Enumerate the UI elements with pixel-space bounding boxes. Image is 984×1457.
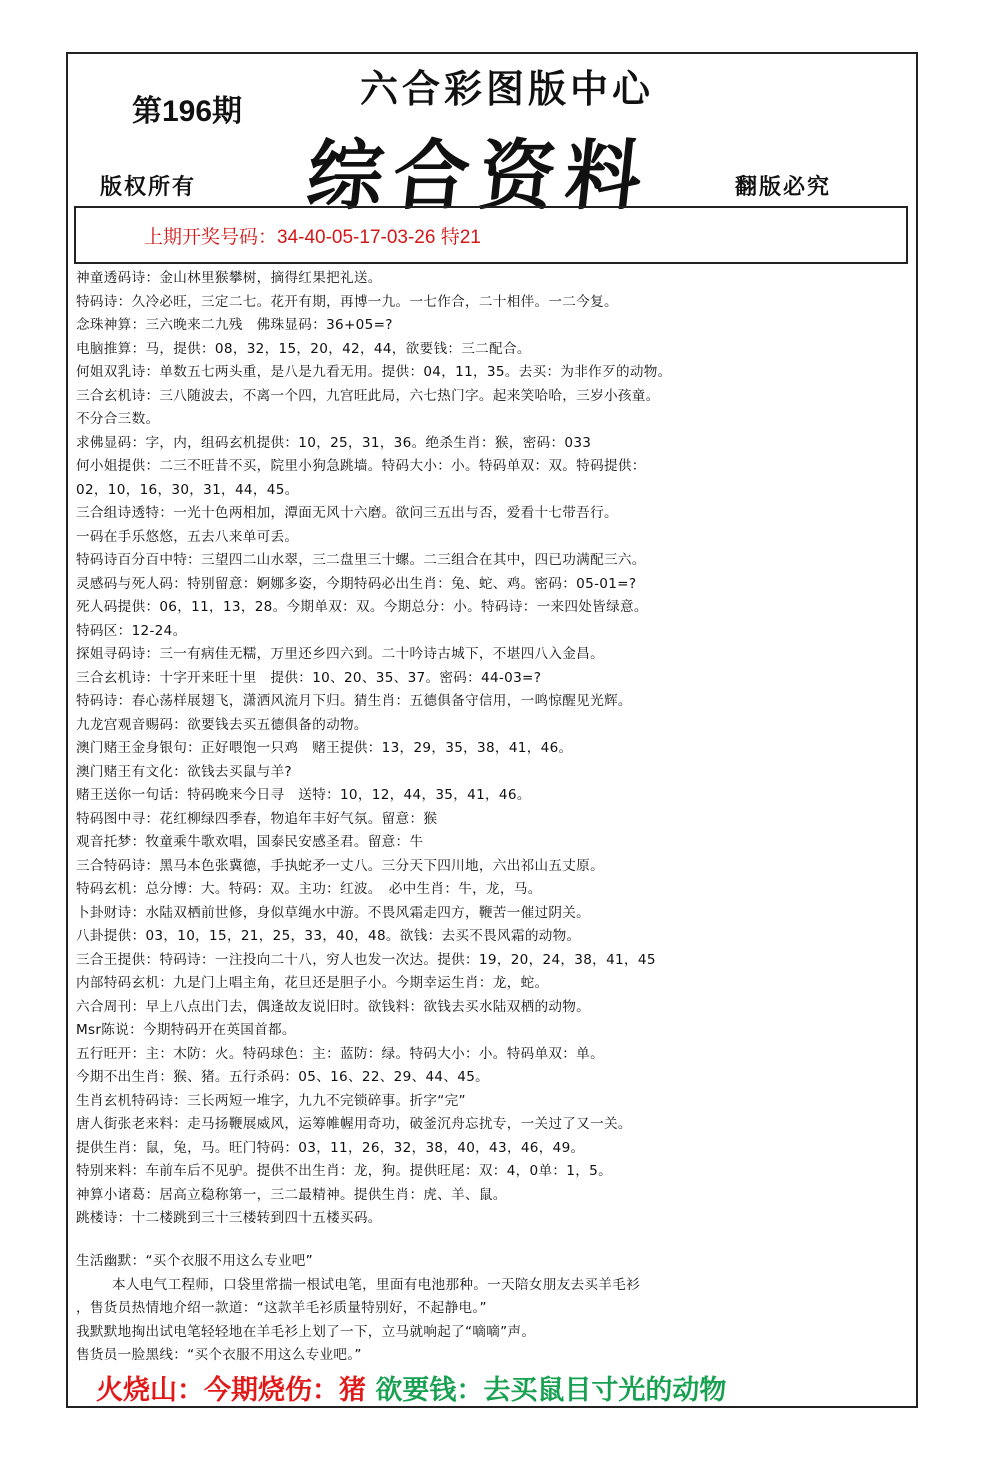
last-draw-box	[74, 206, 908, 264]
text-line: 卜卦财诗：水陆双栖前世修，身似草绳水中游。不畏风霜走四方，鞭苦一催过阴关。	[76, 904, 591, 921]
text-line: 念珠神算：三六晚来二九残 佛珠显码：36+05=?	[76, 317, 393, 333]
text-line: 02，10，16，30，31，44，45。	[76, 481, 299, 498]
text-line: 六合周刊：早上八点出门去，偶逢故友说旧时。欲钱料：欲钱去买水陆双栖的动物。	[76, 998, 591, 1015]
text-line: 神童透码诗：金山林里猴攀树，摘得红果把礼送。	[76, 270, 382, 286]
text-line: 生肖玄机特码诗：三长两短一堆字，九九不完锁碎事。折字“完”	[76, 1092, 466, 1109]
text-line: 三合玄机诗：三八随波去，不离一个四，九宫旺此局，六七热门字。起来笑哈哈，三岁小孩童。	[76, 387, 660, 404]
story-line: 售货员一脸黑线：“买个衣服不用这么专业吧。”	[76, 1347, 362, 1363]
text-line: 观音托梦：牧童乘牛歌欢唱，国泰民安感圣君。留意：牛	[76, 834, 424, 850]
text-line: 求佛显码：字，内，组码玄机提供：10，25，31，36。绝杀生肖：猴，密码：033	[76, 434, 592, 451]
text-line: 电脑推算：马，提供：08，32，15，20，42，44，欲要钱：三二配合。	[76, 340, 531, 357]
text-line: 死人码提供：06，11，13，28。今期单双：双。今期总分：小。特码诗：一来四处皆绿意。	[76, 599, 648, 615]
text-line: 跳楼诗：十二楼跳到三十三楼转到四十五楼买码。	[76, 1210, 382, 1226]
issue-number: 第196期	[132, 95, 243, 128]
text-line: 何小姐提供：二三不旺昔不买，院里小狗急跳墙。特码大小：小。特码单双：双。特码提供：	[76, 458, 646, 474]
text-line: 不分合三数。	[76, 411, 160, 427]
text-line: Msr陈说：今期特码开在英国首都。	[76, 1022, 296, 1038]
content-lines	[76, 267, 910, 1231]
text-line: 三合王提供：特码诗：一注投向二十八，穷人也发一次达。提供：19，20，24，38，41，45	[76, 951, 656, 968]
text-line: 一码在手乐悠悠，五去八来单可丢。	[76, 528, 299, 545]
text-line: 特码诗：春心荡样展翅飞，潇洒风流月下归。猜生肖：五德俱备守信用，一鸣惊醒见光辉。	[76, 693, 632, 709]
humor-story	[76, 1250, 910, 1368]
story-line: 本人电气工程师，口袋里常揣一根试电笔，里面有电池那种。一天陪女朋友去买羊毛衫	[112, 1276, 640, 1293]
text-line: 三合特码诗：黑马本色张冀德，手执蛇矛一丈八。三分天下四川地，六出祁山五丈原。	[76, 857, 604, 874]
story-line: ，售货员热情地介绍一款道：“这款羊毛衫质量特别好，不起静电。”	[76, 1300, 487, 1316]
text-line: 提供生肖：鼠，兔，马。旺门特码：03，11，26，32，38，40，43，46，49。	[76, 1139, 585, 1156]
text-line: 特码玄机：总分博：大。特码：双。主功：红波。 必中生肖：牛，龙，马。	[76, 881, 542, 897]
text-line: 内部特码玄机：九是门上唱主角，花旦还是胆子小。今期幸运生肖：龙，蛇。	[76, 975, 549, 991]
story-line: 我默默地掏出试电笔轻轻地在羊毛衫上划了一下，立马就响起了“嘀嘀”声。	[76, 1323, 536, 1340]
text-line: 三合玄机诗：十字开来旺十里 提供：10、20、35、37。密码：44-03=?	[76, 669, 542, 686]
story-heading: 生活幽默：“买个衣服不用这么专业吧”	[76, 1253, 313, 1269]
center-title: 六合彩图版中心	[360, 67, 655, 111]
footer-hint-red: 火烧山：今期烧伤：猪	[96, 1375, 366, 1406]
text-line: 今期不出生肖：猴、猪。五行杀码：05、16、22、29、44、45。	[76, 1069, 490, 1085]
footer-hint-green: 欲要钱：去买鼠目寸光的动物	[375, 1375, 727, 1406]
text-line: 唐人街张老来料：走马扬鞭展威风，运筹帷幄用奇功，破釜沉舟忘扰专，一关过了又一关。	[76, 1116, 632, 1132]
last-draw-numbers: 上期开奖号码：34-40-05-17-03-26 特21	[144, 227, 481, 248]
text-line: 特码诗：久冷必旺，三定二七。花开有期，再博一九。一七作合，二十相伴。一二今复。	[76, 293, 618, 310]
text-line: 赌王送你一句话：特码晚来今日寻 送特：10，12，44，35，41，46。	[76, 787, 531, 803]
text-line: 特码图中寻：花红柳绿四季春，物追年丰好气氛。留意：猴	[76, 810, 438, 827]
text-line: 何姐双乳诗：单数五七两头重，是八是九看无用。提供：04，11，35。去买：为非作歹的动物。	[76, 364, 672, 380]
main-title: 综合资料	[302, 131, 657, 220]
text-line: 九龙宫观音赐码：欲要钱去买五德俱备的动物。	[76, 716, 368, 733]
footer-banner	[96, 1368, 726, 1407]
text-line: 三合组诗透特：一光十色两相加，潭面无风十六磨。欲问三五出与否，爱看十七带吾行。	[76, 505, 618, 521]
text-line: 特码诗百分百中特：三望四二山水翠，三二盘里三十螺。二三组合在其中，四已功满配三六。	[76, 552, 646, 568]
anti-piracy-label: 翻版必究	[735, 175, 832, 200]
text-line: 特别来料：车前车后不见驴。提供不出生肖：龙，狗。提供旺尾：双：4，0单：1，5。	[76, 1163, 612, 1179]
text-line: 澳门赌王有文化：欲钱去买鼠与羊?	[76, 763, 292, 780]
text-line: 五行旺开：主：木防：火。特码球色：主：蓝防：绿。特码大小：小。特码单双：单。	[76, 1045, 604, 1062]
text-line: 特码区：12-24。	[76, 622, 187, 639]
text-line: 澳门赌王金身银句：正好喂饱一只鸡 赌王提供：13，29，35，38，41，46。	[76, 740, 573, 756]
text-line: 探姐寻码诗：三一有病佳无糯，万里还乡四六到。二十吟诗古城下，不堪四八入金昌。	[76, 646, 604, 662]
text-line: 八卦提供：03，10，15，21，25，33，40，48。欲钱：去买不畏风霜的动物。	[76, 928, 581, 944]
text-line: 神算小诸葛：居高立稳称第一，三二最精神。提供生肖：虎、羊、鼠。	[76, 1186, 507, 1203]
copyright-label: 版权所有	[100, 175, 197, 200]
text-line: 灵感码与死人码：特别留意：婀娜多姿，今期特码必出生肖：兔、蛇、鸡。密码：05-01=?	[76, 575, 637, 592]
